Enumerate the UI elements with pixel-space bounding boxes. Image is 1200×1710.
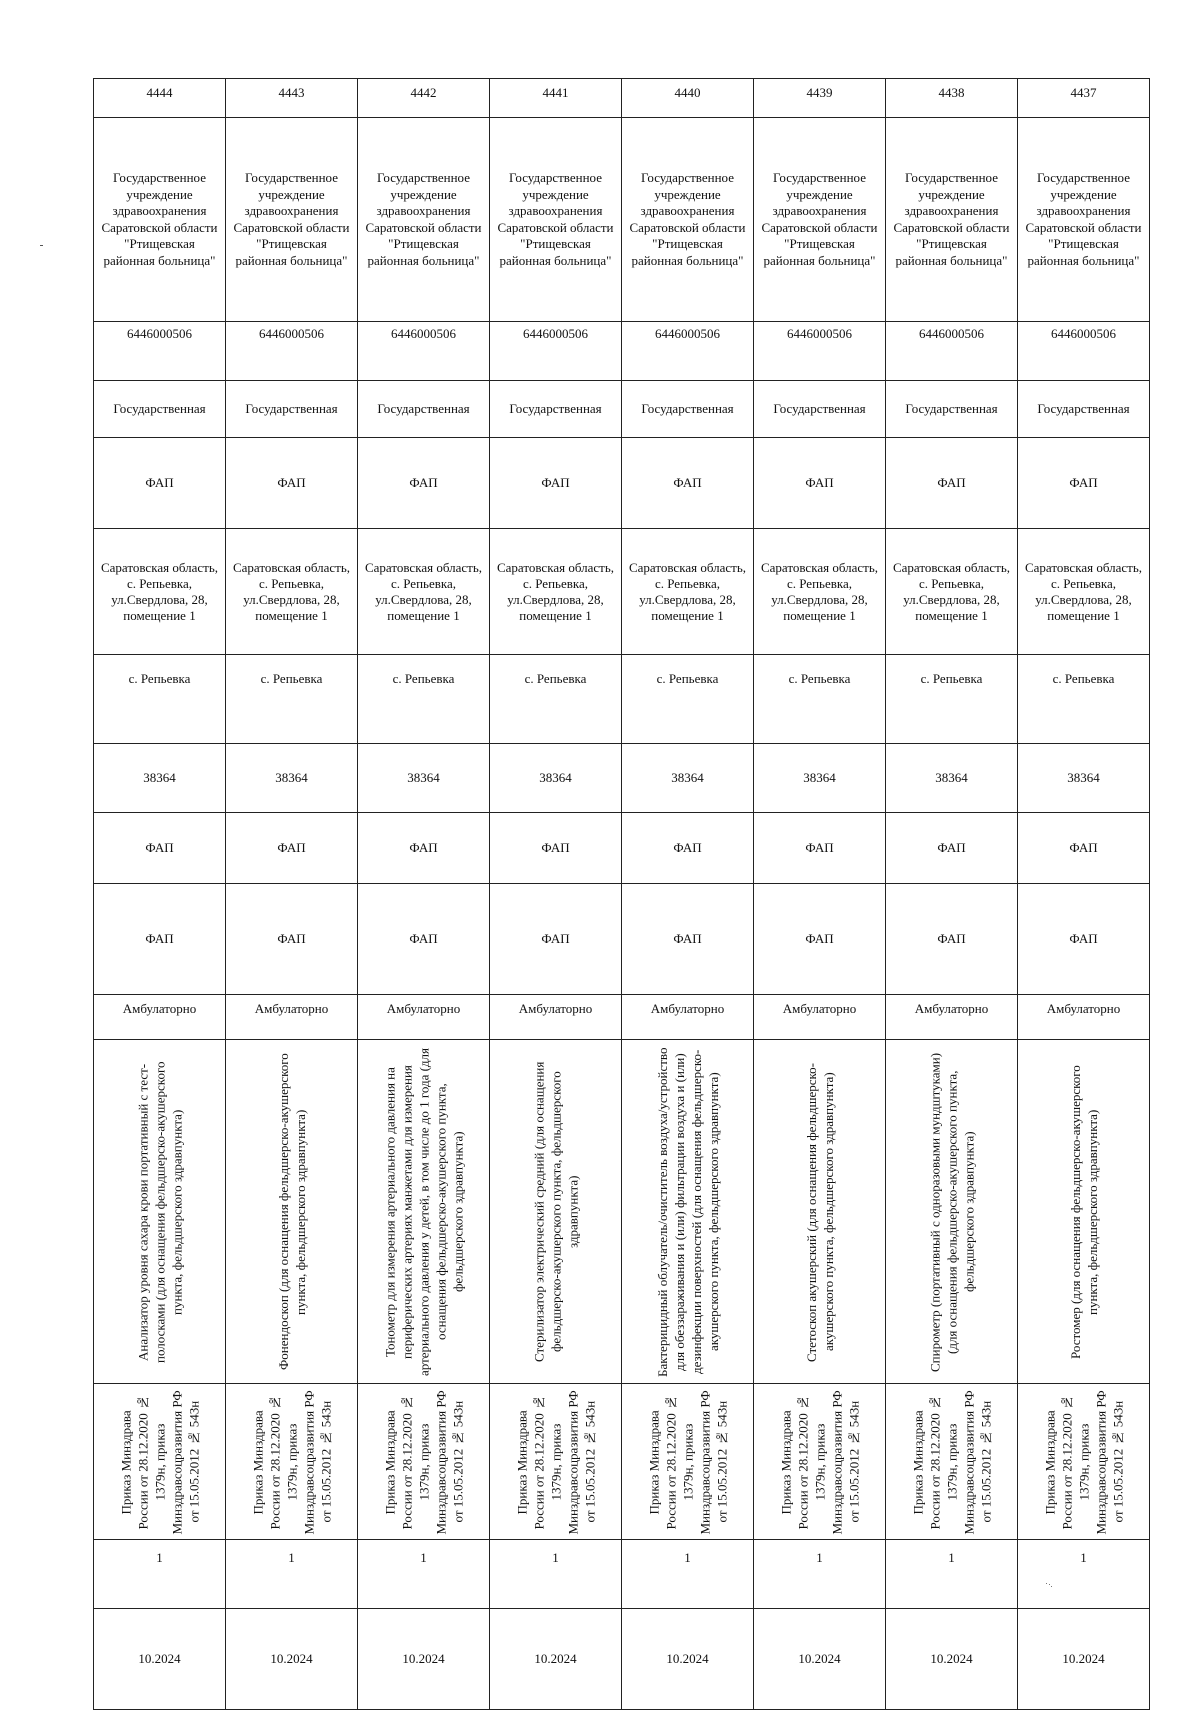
ownership-form-cell: Государственная (754, 381, 886, 438)
row-facility-type (94, 438, 1150, 529)
row-subdivision-type (94, 813, 1150, 884)
ownership-form-cell: Государственная (886, 381, 1018, 438)
oktmo-cell: 38364 (1018, 744, 1150, 813)
facility-type-cell: ФАП (490, 438, 622, 529)
row-inn (94, 322, 1150, 381)
organization-cell: Государственное учреждение здравоохранения Саратовской области "Ртищевская районная больница" (490, 118, 622, 322)
date-cell: 10.2024 (358, 1609, 490, 1710)
record-number-cell: 4444 (94, 79, 226, 118)
oktmo-cell: 38364 (490, 744, 622, 813)
address-cell: Саратовская область, с. Репьевка, ул.Свердлова, 28, помещение 1 (754, 529, 886, 655)
settlement-cell: с. Репьевка (1018, 655, 1150, 744)
equipment-name-cell (226, 1040, 358, 1384)
facility-type-cell: ФАП (1018, 438, 1150, 529)
organization-cell: Государственное учреждение здравоохранения Саратовской области "Ртищевская районная больница" (1018, 118, 1150, 322)
regulation-cell (490, 1384, 622, 1540)
unit-type-cell: ФАП (1018, 884, 1150, 995)
organization-cell: Государственное учреждение здравоохранения Саратовской области "Ртищевская районная больница" (622, 118, 754, 322)
record-number-cell: 4443 (226, 79, 358, 118)
subdivision-type-cell: ФАП (490, 813, 622, 884)
row-address (94, 529, 1150, 655)
unit-type-cell: ФАП (490, 884, 622, 995)
row-date (94, 1609, 1150, 1710)
record-number-cell: 4437 (1018, 79, 1150, 118)
organization-cell: Государственное учреждение здравоохранения Саратовской области "Ртищевская районная больница" (94, 118, 226, 322)
date-cell: 10.2024 (754, 1609, 886, 1710)
inn-cell: 6446000506 (490, 322, 622, 381)
quantity-cell: 1 (490, 1540, 622, 1609)
quantity-cell: 1 (1018, 1540, 1150, 1609)
subdivision-type-cell: ФАП (358, 813, 490, 884)
oktmo-cell: 38364 (94, 744, 226, 813)
care-mode-cell: Амбулаторно (490, 995, 622, 1040)
date-cell: 10.2024 (1018, 1609, 1150, 1710)
regulation-cell (226, 1384, 358, 1540)
oktmo-cell: 38364 (886, 744, 1018, 813)
inn-cell: 6446000506 (358, 322, 490, 381)
regulation-cell (358, 1384, 490, 1540)
row-settlement (94, 655, 1150, 744)
quantity-cell: 1 (622, 1540, 754, 1609)
ownership-form-cell: Государственная (226, 381, 358, 438)
ownership-form-cell: Государственная (94, 381, 226, 438)
quantity-cell: 1 (754, 1540, 886, 1609)
row-care-mode (94, 995, 1150, 1040)
care-mode-cell: Амбулаторно (226, 995, 358, 1040)
oktmo-cell: 38364 (622, 744, 754, 813)
scan-mark (40, 245, 43, 246)
unit-type-cell: ФАП (754, 884, 886, 995)
equipment-name-cell (622, 1040, 754, 1384)
equipment-name-cell (490, 1040, 622, 1384)
quantity-cell: 1 (94, 1540, 226, 1609)
inn-cell: 6446000506 (1018, 322, 1150, 381)
quantity-cell: 1 (358, 1540, 490, 1609)
address-cell: Саратовская область, с. Репьевка, ул.Свердлова, 28, помещение 1 (358, 529, 490, 655)
subdivision-type-cell: ФАП (886, 813, 1018, 884)
unit-type-cell: ФАП (94, 884, 226, 995)
quantity-cell: 1 (886, 1540, 1018, 1609)
inn-cell: 6446000506 (226, 322, 358, 381)
subdivision-type-cell: ФАП (1018, 813, 1150, 884)
record-number-cell: 4441 (490, 79, 622, 118)
record-number-cell: 4439 (754, 79, 886, 118)
row-record-number (94, 79, 1150, 118)
ownership-form-cell: Государственная (1018, 381, 1150, 438)
equipment-table (93, 78, 1150, 1710)
regulation-cell (622, 1384, 754, 1540)
settlement-cell: с. Репьевка (754, 655, 886, 744)
row-unit-type (94, 884, 1150, 995)
ownership-form-cell: Государственная (622, 381, 754, 438)
regulation-cell (1018, 1384, 1150, 1540)
record-number-cell: 4438 (886, 79, 1018, 118)
care-mode-cell: Амбулаторно (754, 995, 886, 1040)
subdivision-type-cell: ФАП (94, 813, 226, 884)
equipment-name-cell (1018, 1040, 1150, 1384)
oktmo-cell: 38364 (754, 744, 886, 813)
settlement-cell: с. Репьевка (226, 655, 358, 744)
care-mode-cell: Амбулаторно (358, 995, 490, 1040)
inn-cell: 6446000506 (622, 322, 754, 381)
subdivision-type-cell: ФАП (754, 813, 886, 884)
row-quantity (94, 1540, 1150, 1609)
facility-type-cell: ФАП (226, 438, 358, 529)
organization-cell: Государственное учреждение здравоохранения Саратовской области "Ртищевская районная больница" (358, 118, 490, 322)
facility-type-cell: ФАП (622, 438, 754, 529)
settlement-cell: с. Репьевка (622, 655, 754, 744)
equipment-name-text: Спирометр (портативный с одноразовыми мундштуками) (для оснащения фельдшерско-акушерского пункта, фельдшерского здравпункта) (927, 1051, 976, 1372)
unit-type-cell: ФАП (622, 884, 754, 995)
date-cell: 10.2024 (226, 1609, 358, 1710)
subdivision-type-cell: ФАП (622, 813, 754, 884)
row-equipment (94, 1040, 1150, 1384)
oktmo-cell: 38364 (226, 744, 358, 813)
date-cell: 10.2024 (886, 1609, 1018, 1710)
record-number-cell: 4442 (358, 79, 490, 118)
regulation-text: Приказ Минздрава России от 28.12.2020 № 1379н, приказ Минздравсоцразвития РФ от 15.05.2012 № 543н (646, 1389, 729, 1534)
organization-cell: Государственное учреждение здравоохранения Саратовской области "Ртищевская районная больница" (886, 118, 1018, 322)
row-regulation (94, 1384, 1150, 1540)
address-cell: Саратовская область, с. Репьевка, ул.Свердлова, 28, помещение 1 (490, 529, 622, 655)
organization-cell: Государственное учреждение здравоохранения Саратовской области "Ртищевская районная больница" (226, 118, 358, 322)
equipment-name-text: Фонендоскоп (для оснащения фельдшерско-акушерского пункта, фельдшерского здравпункта) (275, 1053, 308, 1370)
equipment-name-text: Анализатор уровня сахара крови портативный с тест-полосками (для оснащения фельдшерско-акушерского пункта, фельдшерского здравпункта) (135, 1060, 184, 1363)
address-cell: Саратовская область, с. Репьевка, ул.Свердлова, 28, помещение 1 (622, 529, 754, 655)
address-cell: Саратовская область, с. Репьевка, ул.Свердлова, 28, помещение 1 (886, 529, 1018, 655)
date-cell: 10.2024 (94, 1609, 226, 1710)
oktmo-cell: 38364 (358, 744, 490, 813)
inn-cell: 6446000506 (94, 322, 226, 381)
regulation-text: Приказ Минздрава России от 28.12.2020 № 1379н, приказ Минздравсоцразвития РФ от 15.05.2012 № 543н (250, 1389, 333, 1534)
equipment-name-text: Тонометр для измерения артериального давления на периферических артериях манжетами для измерения артериального давления у детей, в том числе до 1 года (для оснащения фельдшерско-акушерского пункта, фельдшерского здравпункта) (382, 1047, 465, 1376)
row-oktmo (94, 744, 1150, 813)
equipment-name-cell (94, 1040, 226, 1384)
address-cell: Саратовская область, с. Репьевка, ул.Свердлова, 28, помещение 1 (94, 529, 226, 655)
settlement-cell: с. Репьевка (358, 655, 490, 744)
date-cell: 10.2024 (490, 1609, 622, 1710)
address-cell: Саратовская область, с. Репьевка, ул.Свердлова, 28, помещение 1 (1018, 529, 1150, 655)
unit-type-cell: ФАП (886, 884, 1018, 995)
regulation-text: Приказ Минздрава России от 28.12.2020 № 1379н, приказ Минздравсоцразвития РФ от 15.05.2012 № 543н (514, 1389, 597, 1534)
equipment-name-cell (886, 1040, 1018, 1384)
date-cell: 10.2024 (622, 1609, 754, 1710)
scan-mark (1046, 1583, 1052, 1589)
regulation-cell (94, 1384, 226, 1540)
settlement-cell: с. Репьевка (94, 655, 226, 744)
regulation-cell (886, 1384, 1018, 1540)
regulation-cell (754, 1384, 886, 1540)
row-organization (94, 118, 1150, 322)
settlement-cell: с. Репьевка (886, 655, 1018, 744)
facility-type-cell: ФАП (94, 438, 226, 529)
facility-type-cell: ФАП (358, 438, 490, 529)
equipment-name-text: Ростомер (для оснащения фельдшерско-акушерского пункта, фельдшерского здравпункта) (1067, 1064, 1100, 1359)
inn-cell: 6446000506 (886, 322, 1018, 381)
equipment-name-text: Стерилизатор электрический средний (для оснащения фельдшерско-акушерского пункта, фельдшерского здравпункта) (531, 1061, 580, 1362)
address-cell: Саратовская область, с. Репьевка, ул.Свердлова, 28, помещение 1 (226, 529, 358, 655)
equipment-name-text: Стетоскоп акушерский (для оснащения фельдшерско-акушерского пункта, фельдшерского здравпункта) (803, 1062, 836, 1362)
regulation-text: Приказ Минздрава России от 28.12.2020 № 1379н, приказ Минздравсоцразвития РФ от 15.05.2012 № 543н (382, 1389, 465, 1534)
row-ownership-form (94, 381, 1150, 438)
care-mode-cell: Амбулаторно (886, 995, 1018, 1040)
care-mode-cell: Амбулаторно (622, 995, 754, 1040)
record-number-cell: 4440 (622, 79, 754, 118)
settlement-cell: с. Репьевка (490, 655, 622, 744)
ownership-form-cell: Государственная (490, 381, 622, 438)
organization-cell: Государственное учреждение здравоохранения Саратовской области "Ртищевская районная больница" (754, 118, 886, 322)
ownership-form-cell: Государственная (358, 381, 490, 438)
regulation-text: Приказ Минздрава России от 28.12.2020 № 1379н, приказ Минздравсоцразвития РФ от 15.05.2012 № 543н (910, 1389, 993, 1534)
regulation-text: Приказ Минздрава России от 28.12.2020 № 1379н, приказ Минздравсоцразвития РФ от 15.05.2012 № 543н (118, 1389, 201, 1534)
equipment-name-cell (754, 1040, 886, 1384)
unit-type-cell: ФАП (358, 884, 490, 995)
regulation-text: Приказ Минздрава России от 28.12.2020 № 1379н, приказ Минздравсоцразвития РФ от 15.05.2012 № 543н (1042, 1389, 1125, 1534)
equipment-name-text: Бактерицидный облучатель/очиститель воздуха/устройство для обеззараживания и (или) фильтрации воздуха и (или) дезинфекции поверхностей (для оснащения фельдшерско-акушерского пункта, фельдшерского здравпункта) (654, 1046, 721, 1377)
inn-cell: 6446000506 (754, 322, 886, 381)
care-mode-cell: Амбулаторно (1018, 995, 1150, 1040)
quantity-cell: 1 (226, 1540, 358, 1609)
equipment-name-cell (358, 1040, 490, 1384)
facility-type-cell: ФАП (886, 438, 1018, 529)
care-mode-cell: Амбулаторно (94, 995, 226, 1040)
unit-type-cell: ФАП (226, 884, 358, 995)
subdivision-type-cell: ФАП (226, 813, 358, 884)
regulation-text: Приказ Минздрава России от 28.12.2020 № 1379н, приказ Минздравсоцразвития РФ от 15.05.2012 № 543н (778, 1389, 861, 1534)
facility-type-cell: ФАП (754, 438, 886, 529)
